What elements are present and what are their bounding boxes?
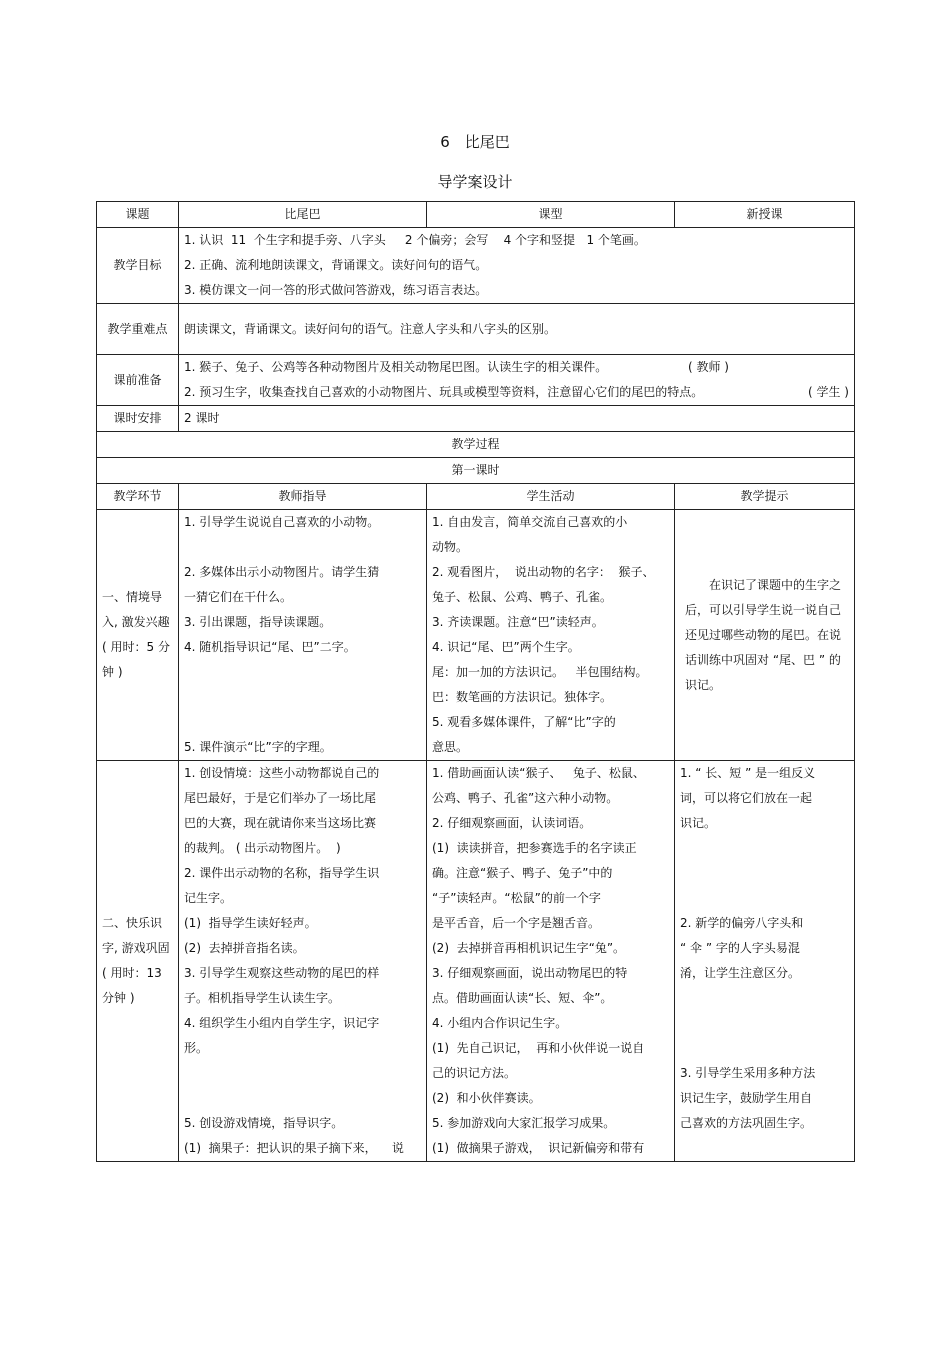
student-line: (1) 做摘果子游戏， 识记新偏旁和带有 [432, 1141, 645, 1155]
preparation-list [179, 355, 855, 406]
teacher-line [184, 710, 421, 735]
student-line: 兔子、松鼠、公鸡、鸭子、孔雀。 [432, 590, 613, 604]
student-line: 1. 自由发言，简单交流自己喜欢的小 [432, 515, 628, 529]
stage-two: 二、快乐识字, 游戏巩固 ( 用时：13 分钟 ) [97, 761, 179, 1162]
student-line: 巴：数笔画的方法识记。独体字。 [432, 690, 613, 704]
teacher-line: 1. 创设情境：这些小动物都说自己的 [184, 766, 380, 780]
column-stage: 教学环节 [97, 484, 179, 510]
teacher-line [184, 660, 421, 685]
prep-item-text: 2. 预习生字，收集查找自己喜欢的小动物图片、玩具或模型等资料，注意留心它们的尾巴的特点。 [184, 385, 704, 399]
document-subtitle: 导学案设计 [437, 173, 513, 191]
hours-header: 课时安排 [97, 406, 179, 432]
student-line: (1) 先自己识记， 再和小伙伴说一说自 [432, 1041, 645, 1055]
goals-list [179, 228, 855, 304]
teacher-line: 巴的大赛，现在就请你来当这场比赛 [184, 816, 377, 830]
student-line: (1) 读读拼音，把参赛选手的名字读正 [432, 841, 637, 855]
stage-one-hint-text: 在识记了课题中的生字之后，可以引导学生说一说自己还见过哪些动物的尾巴。在说话训练中巩固对 “尾、巴 ” 的识记。 [685, 577, 842, 692]
hint-line [680, 886, 849, 911]
student-line: 点。借助画面认读“长、短、伞”。 [432, 991, 613, 1005]
teacher-line: (1) 指导学生读好轻声。 [184, 916, 317, 930]
student-line: 己的识记方法。 [432, 1066, 517, 1080]
teacher-line: 4. 组织学生小组内自学生字，识记字 [184, 1016, 380, 1030]
hint-line: 3. 引导学生采用多种方法 [680, 1066, 816, 1080]
goal-item: 1. 认识 11 个生字和提手旁、八字头 2 个偏旁；会写 4 个字和竖提 1 个笔画。 [184, 233, 646, 247]
teacher-line [184, 535, 421, 560]
hint-line [680, 836, 849, 861]
hint-line [680, 1036, 849, 1061]
teacher-line: (1) 摘果子：把认识的果子摘下来， 说 [184, 1141, 404, 1155]
teacher-line: 2. 多媒体出示小动物图片。请学生猜 [184, 565, 380, 579]
stage-one-student [427, 510, 675, 761]
goal-item: 3. 模仿课文一问一答的形式做问答游戏，练习语言表达。 [184, 283, 488, 297]
topic-value: 比尾巴 [179, 202, 427, 228]
lesson-plan-table [96, 201, 855, 1162]
topic-header: 课题 [97, 202, 179, 228]
student-line: “子”读轻声。“松鼠”的前一个字 [432, 891, 601, 905]
stage-two-hint [675, 761, 855, 1162]
teacher-line: 3. 引导学生观察这些动物的尾巴的样 [184, 966, 380, 980]
hours-value: 2 课时 [179, 406, 855, 432]
stage-two-teacher [179, 761, 427, 1162]
teacher-line: (2) 去掉拼音指名读。 [184, 941, 305, 955]
column-hint: 教学提示 [675, 484, 855, 510]
goal-item: 2. 正确、流利地朗读课文，背诵课文。读好问句的语气。 [184, 258, 488, 272]
student-line: 2. 观看图片， 说出动物的名字： 猴子、 [432, 565, 655, 579]
hint-line: 识记。 [680, 816, 717, 830]
student-line: (2) 去掉拼音再相机识记生字“兔”。 [432, 941, 626, 955]
teacher-line: 一猜它们在干什么。 [184, 590, 293, 604]
teacher-line: 形。 [184, 1041, 209, 1055]
student-line: 4. 小组内合作识记生字。 [432, 1016, 568, 1030]
type-value: 新授课 [675, 202, 855, 228]
teacher-line [184, 685, 421, 710]
hint-line: 1. “ 长、短 ” 是一组反义 [680, 766, 816, 780]
teacher-line: 3. 引出课题，指导读课题。 [184, 615, 332, 629]
hint-line [680, 1011, 849, 1036]
hint-line: 词，可以将它们放在一起 [680, 791, 813, 805]
student-line: 3. 齐读课题。注意“巴”读轻声。 [432, 615, 604, 629]
goals-header: 教学目标 [97, 228, 179, 304]
student-line: (2) 和小伙伴赛读。 [432, 1091, 541, 1105]
stage-two-student [427, 761, 675, 1162]
student-line: 5. 观看多媒体课件，了解“比”字的 [432, 715, 616, 729]
hint-line [680, 986, 849, 1011]
column-student: 学生活动 [427, 484, 675, 510]
student-line: 公鸡、鸭子、孔雀”这六种小动物。 [432, 791, 619, 805]
stage-one-teacher [179, 510, 427, 761]
stage-one: 一、情境导入, 激发兴趣 ( 用时：5 分钟 ) [97, 510, 179, 761]
type-header: 课型 [427, 202, 675, 228]
teacher-line: 2. 课件出示动物的名称，指导学生识 [184, 866, 380, 880]
stage-one-hint [675, 510, 855, 761]
teacher-line: 尾巴最好，于是它们举办了一场比尾 [184, 791, 377, 805]
teacher-line: 4. 随机指导识记“尾、巴”二字。 [184, 640, 356, 654]
student-line: 3. 仔细观察画面，说出动物尾巴的特 [432, 966, 628, 980]
teacher-line: 记生字。 [184, 891, 233, 905]
hint-line [680, 861, 849, 886]
lesson-one-header: 第一课时 [97, 458, 855, 484]
process-header: 教学过程 [97, 432, 855, 458]
student-line: 5. 参加游戏向大家汇报学习成果。 [432, 1116, 616, 1130]
hint-line: 2. 新学的偏旁八字头和 [680, 916, 804, 930]
teacher-line [184, 1086, 421, 1111]
teacher-line [184, 1061, 421, 1086]
student-line: 意思。 [432, 740, 469, 754]
hint-line: 己喜欢的方法巩固生字。 [680, 1116, 813, 1130]
teacher-line: 的裁判。 ( 出示动物图片。 ) [184, 841, 341, 855]
prep-item-who: ( 学生 ) [808, 385, 849, 399]
preparation-header: 课前准备 [97, 355, 179, 406]
prep-item-text: 1. 猴子、兔子、公鸡等各种动物图片及相关动物尾巴图。认读生字的相关课件。 [184, 360, 608, 374]
teacher-line: 子。相机指导学生认读生字。 [184, 991, 341, 1005]
student-line: 4. 识记“尾、巴”两个生字。 [432, 640, 580, 654]
key-points: 朗读课文，背诵课文。读好问句的语气。注意人字头和八字头的区别。 [179, 304, 855, 355]
student-line: 1. 借助画面认读“猴子、 兔子、松鼠、 [432, 766, 645, 780]
column-teacher: 教师指导 [179, 484, 427, 510]
teacher-line: 1. 引导学生说说自己喜欢的小动物。 [184, 515, 380, 529]
prep-item-who: ( 教师 ) [688, 360, 729, 374]
hint-line: “ 伞 ” 字的人字头易混 [680, 941, 800, 955]
student-line: 2. 仔细观察画面，认读词语。 [432, 816, 592, 830]
student-line: 动物。 [432, 540, 469, 554]
teacher-line: 5. 创设游戏情境，指导识字。 [184, 1116, 344, 1130]
student-line: 确。注意“猴子、鸭子、兔子”中的 [432, 866, 613, 880]
student-line: 尾：加一加的方法识记。 半包围结构。 [432, 665, 648, 679]
hint-line: 淆，让学生注意区分。 [680, 966, 801, 980]
hint-line: 识记生字，鼓励学生用自 [680, 1091, 813, 1105]
key-points-header: 教学重难点 [97, 304, 179, 355]
student-line: 是平舌音，后一个字是翘舌音。 [432, 916, 601, 930]
teacher-line: 5. 课件演示“比”字的字理。 [184, 740, 332, 754]
document-title: 6 比尾巴 [440, 133, 510, 151]
